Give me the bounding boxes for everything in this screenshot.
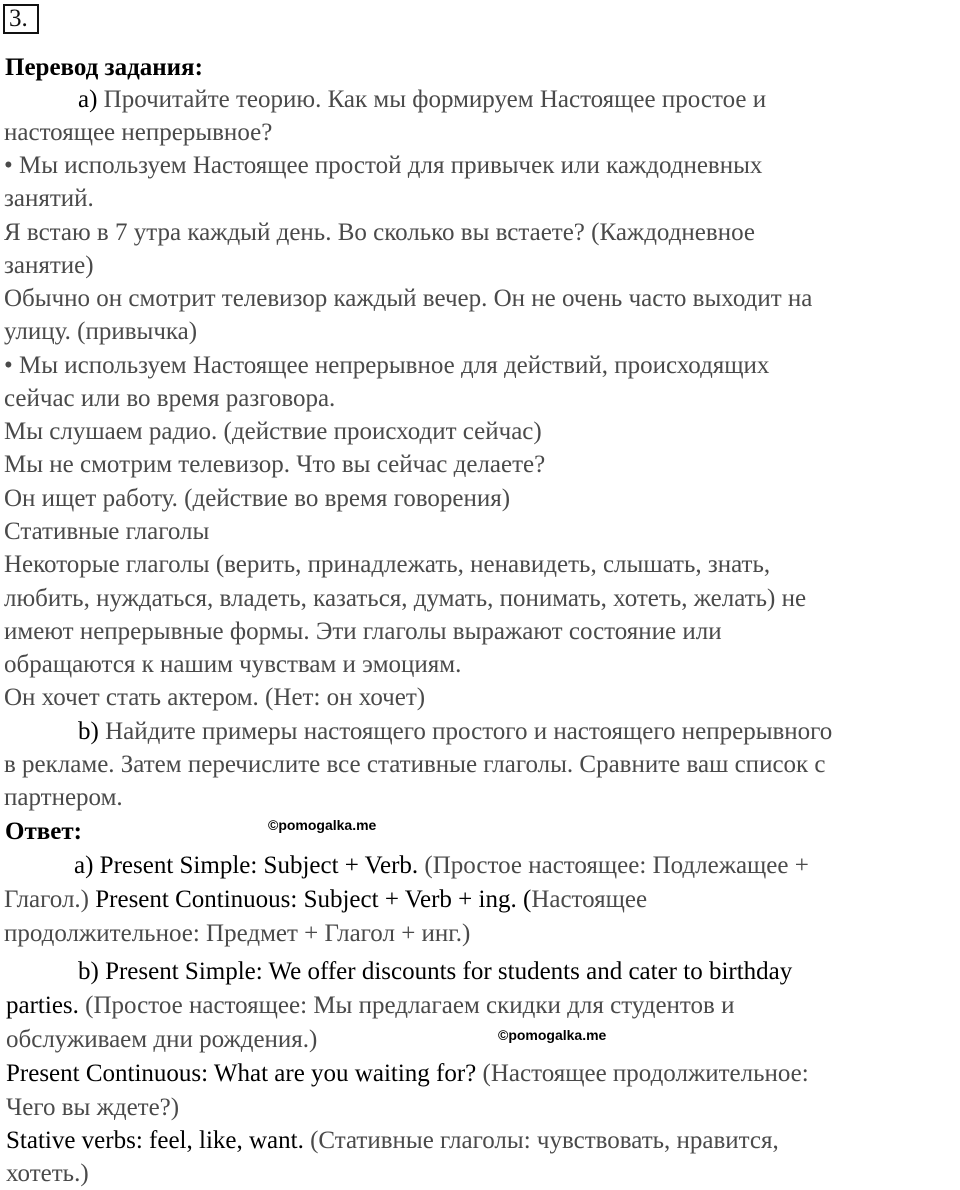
answer-a-line: продолжительное: Предмет + Глагол + инг.)	[4, 920, 471, 947]
translation-line: Стативные глаголы	[4, 518, 210, 545]
translation-line: Он хочет стать актером. (Нет: он хочет)	[4, 684, 426, 711]
translation-heading: Перевод задания:	[5, 54, 203, 81]
item-marker-b: b)	[78, 718, 99, 745]
translation-line: любить, нуждаться, владеть, казаться, думать, понимать, хотеть, желать) не	[4, 585, 807, 612]
translation-line: Мы слушаем радио. (действие происходит сейчас)	[4, 418, 542, 445]
answer-b-line: b) Present Simple: We offer discounts for students and cater to birthday	[78, 958, 793, 985]
task-number-box	[3, 4, 39, 34]
translation-line: обращаются к нашим чувствам и эмоциям.	[4, 651, 462, 678]
translation-line: a) Прочитайте теорию. Как мы формируем Настоящее простое и	[78, 86, 767, 113]
translation-line: улицу. (привычка)	[4, 318, 198, 345]
translation-line: партнером.	[4, 784, 123, 811]
answer-b-line: parties. (Простое настоящее: Мы предлагаем скидки для студентов и	[6, 992, 735, 1019]
task-number: 3.	[9, 5, 28, 32]
translation-line: сейчас или во время разговора.	[4, 385, 336, 412]
translation-line: • Мы используем Настоящее простой для привычек или каждодневных	[4, 152, 763, 179]
answer-b-line: Stative verbs: feel, like, want. (Стативные глаголы: чувствовать, нравится,	[6, 1127, 779, 1154]
translation-line: • Мы используем Настоящее непрерывное для действий, происходящих	[4, 352, 770, 379]
translation-line: имеют непрерывные формы. Эти глаголы выражают состояние или	[4, 618, 722, 645]
translation-line: Он ищет работу. (действие во время говорения)	[4, 485, 511, 512]
answer-heading: Ответ:	[5, 818, 82, 845]
answer-b-line: Чего вы ждете?)	[6, 1094, 180, 1121]
watermark: ©pomogalka.me	[498, 1027, 607, 1043]
item-marker-a: a)	[78, 86, 98, 113]
answer-b-line: хотеть.)	[6, 1160, 89, 1187]
translation-line: Некоторые глаголы (верить, принадлежать, ненавидеть, слышать, знать,	[4, 551, 771, 578]
translation-line: Мы не смотрим телевизор. Что вы сейчас делаете?	[4, 451, 546, 478]
translation-line: Я встаю в 7 утра каждый день. Во сколько вы встаете? (Каждодневное	[4, 219, 755, 246]
translation-line: Обычно он смотрит телевизор каждый вечер. Он не очень часто выходит на	[4, 285, 813, 312]
answer-b-line: Present Continuous: What are you waiting for? (Настоящее продолжительное:	[6, 1060, 809, 1087]
watermark: ©pomogalka.me	[268, 817, 377, 833]
translation-line: занятий.	[4, 185, 94, 212]
translation-line: в рекламе. Затем перечислите все стативные глаголы. Сравните ваш список с	[4, 751, 826, 778]
translation-line: занятие)	[4, 252, 94, 279]
translation-line: b) Найдите примеры настоящего простого и настоящего непрерывного	[78, 718, 833, 745]
answer-a-line: Глагол.) Present Continuous: Subject + Verb + ing. (Настоящее	[4, 886, 648, 913]
answer-b-line: обслуживаем дни рождения.)	[6, 1026, 318, 1053]
answer-a-line: a) Present Simple: Subject + Verb. (Простое настоящее: Подлежащее +	[74, 852, 809, 879]
translation-line: настоящее непрерывное?	[4, 119, 273, 146]
